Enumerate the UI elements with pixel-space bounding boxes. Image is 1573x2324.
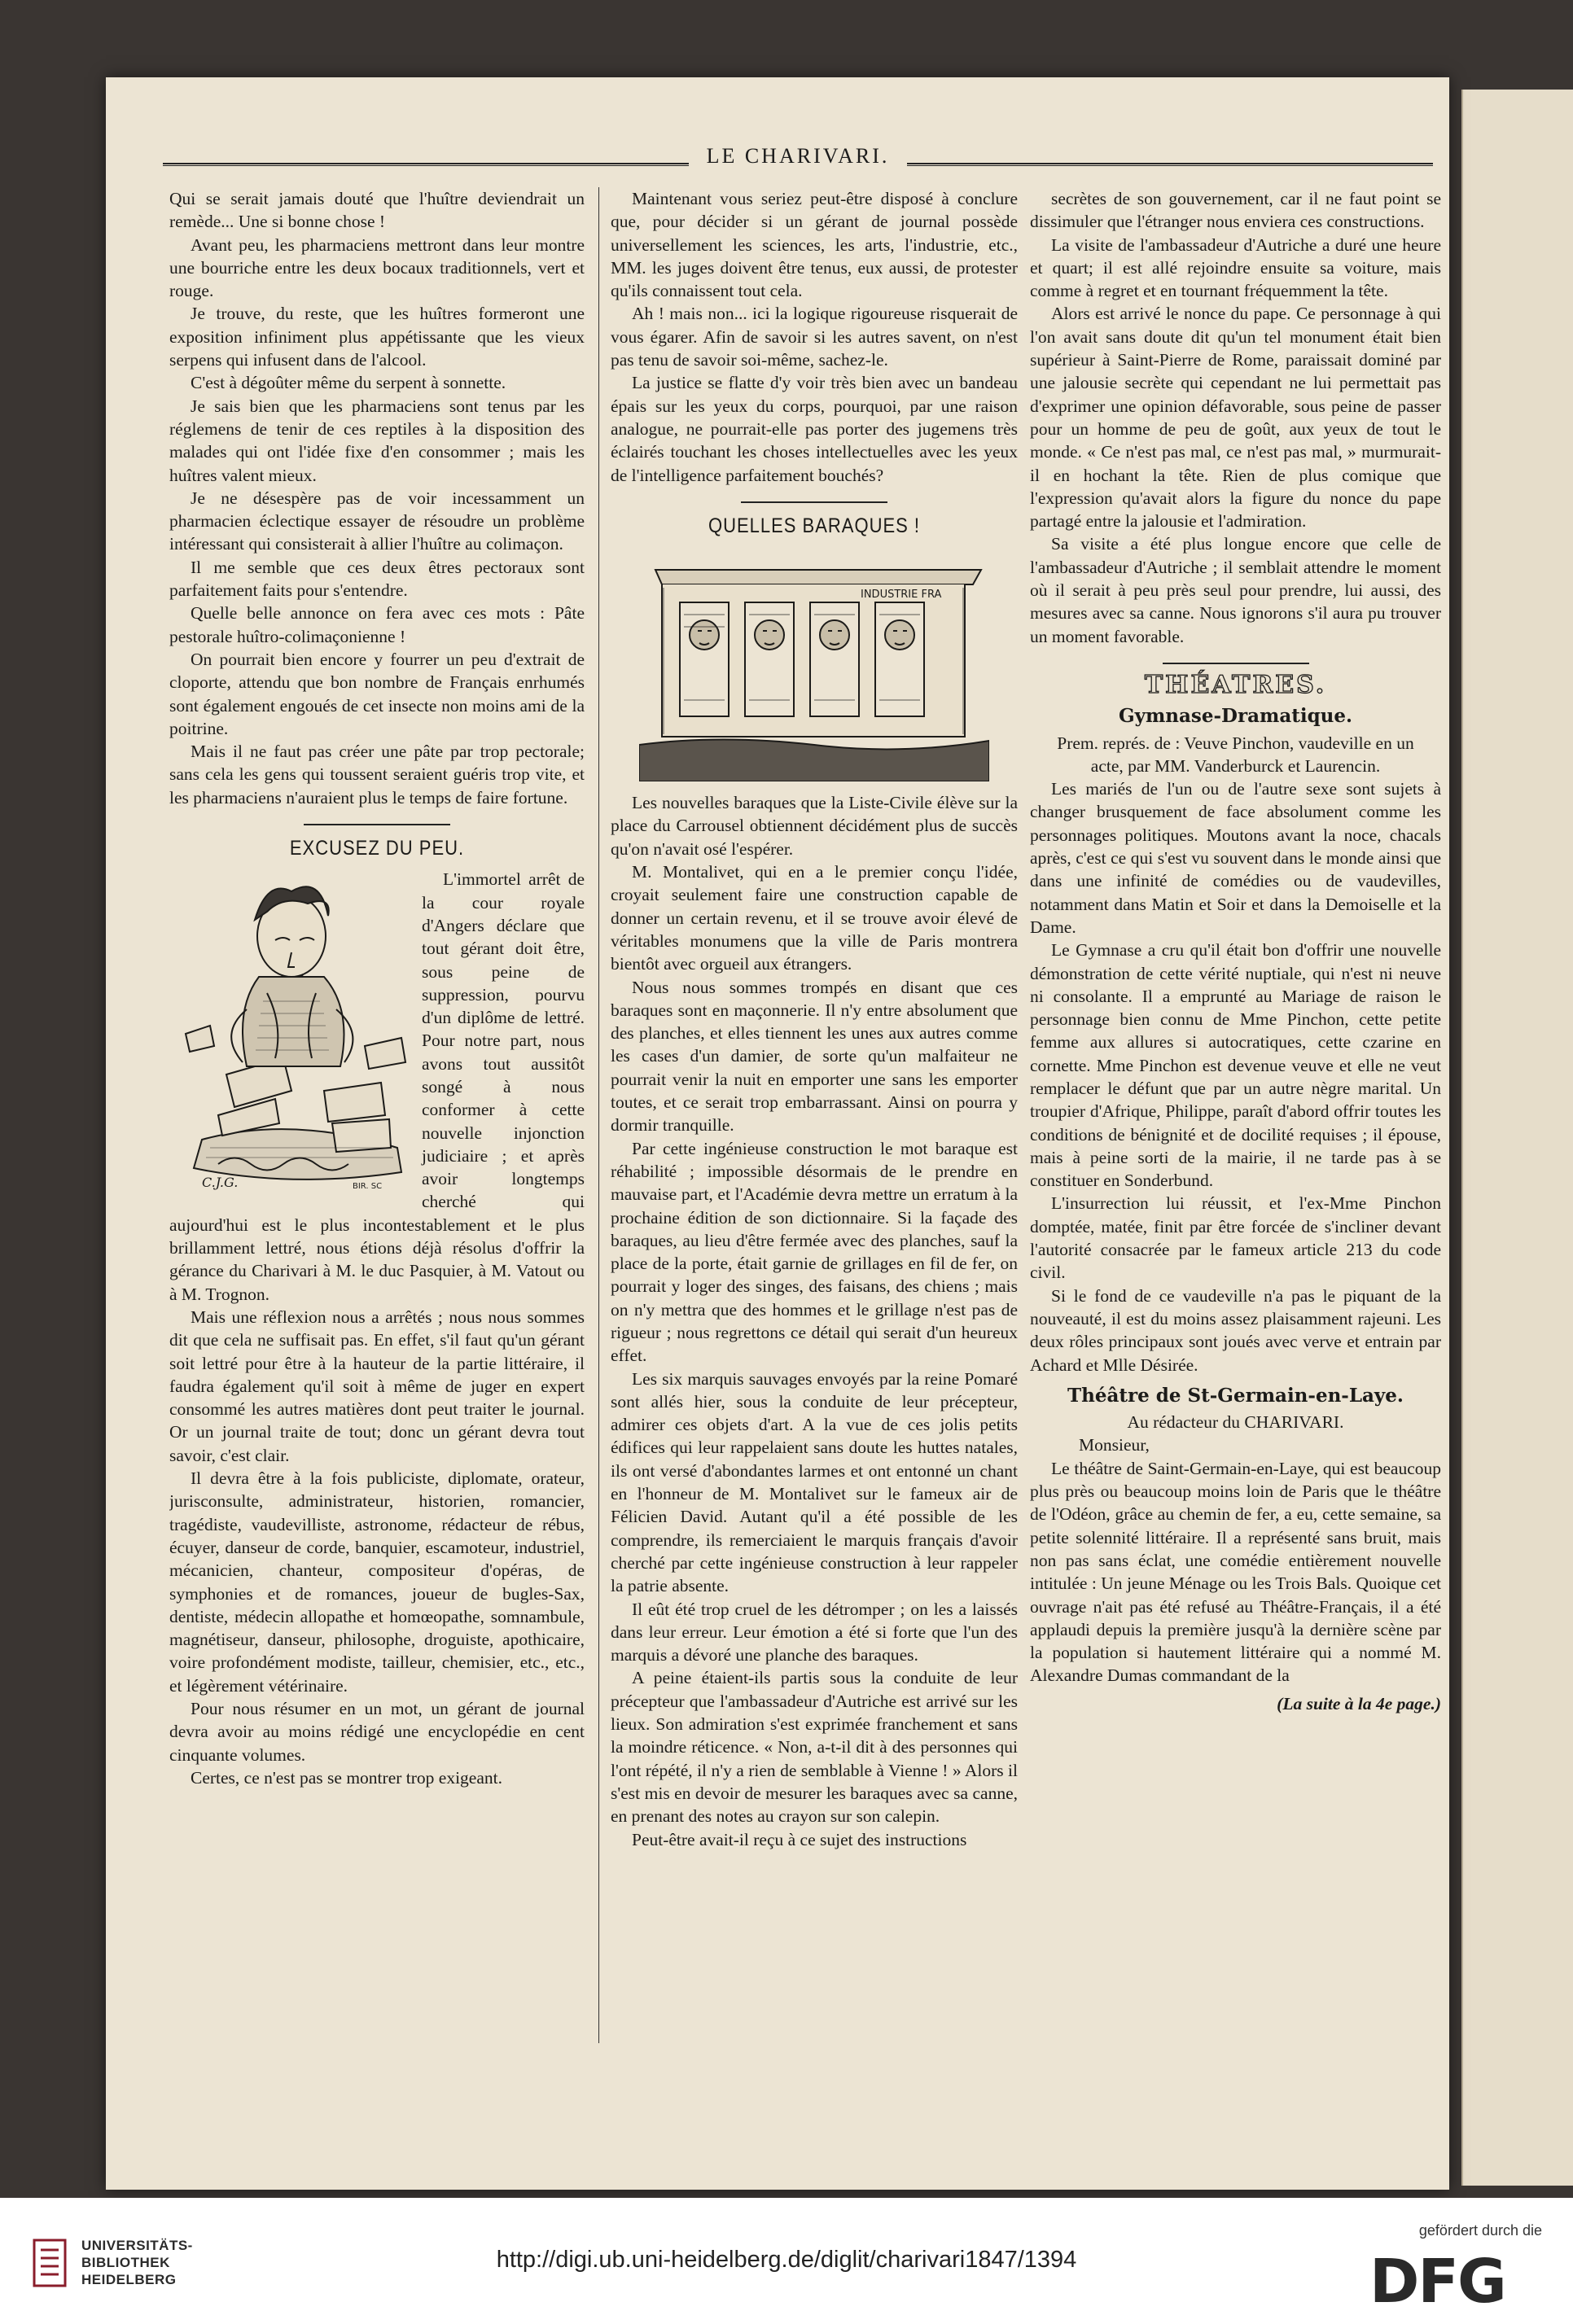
engraving-baraques-figure xyxy=(639,545,989,781)
article-paragraph: Mais une réflexion nous a arrêtés ; nous nous sommes dit que cela ne suffisait pas. En effet, s'il faut qu'un gérant soit lettré pour être à la hauteur de la partie littéraire, il faudra également qu'il soit à même de juger en expert consommé les autres matières dont peut traiter le journal. Or un journal traite de tout; donc un gérant devra tout savoir, c'est clair. xyxy=(169,1306,585,1465)
article-paragraph: Avant peu, les pharmaciens mettront dans leur montre une bourriche entre les deux bocaux traditionnels, vert et rouge. xyxy=(169,234,585,301)
column-3-paragraphs-top xyxy=(1030,187,1441,648)
article-paragraph: Nous nous sommes trompés en disant que ces baraques sont en maçonnerie. Il n'y entre absolument que des planches, et elles tiennent les unes aux autres comme les cases d'un damier, de sorte qu'un malfaiteur ne pourrait venir la nuit en emporter une sans les emporter toutes, et ce serait trop embarrassant. Ainsi on pourra y dormir tranquille. xyxy=(611,977,1018,1136)
section-title-theatres: THÉATRES. xyxy=(1144,670,1327,699)
article-paragraph: Mais il ne faut pas créer une pâte par trop pectorale; sans cela les gens qui toussent seraient guéris trop vite, et les pharmaciens n'auraient plus le temps de faire fortune. xyxy=(169,742,585,807)
article-paragraph: Il eût été trop cruel de les détromper ; on les a laissés dans leur erreur. Leur émotion a été si forte que l'un des marquis a dévoré une planche des baraques. xyxy=(611,1599,1018,1665)
article-paragraph: On pourrait bien encore y fourrer un peu d'extrait de cloporte, attendu que bon nombre de Français enrhumés sont également engoués de cet insecte non moins ami de la poitrine. xyxy=(169,649,585,738)
column-3 xyxy=(1030,187,1441,2141)
section-title-excusez: EXCUSEZ DU PEU. xyxy=(289,836,465,860)
column-2-paragraphs-bottom xyxy=(611,791,1018,1851)
funding-note: gefördert durch die xyxy=(1418,2222,1542,2239)
article-paragraph: Je sais bien que les pharmaciens sont tenus par les réglemens de tenir de ces reptiles à la disposition des malades qui ont l'idée fixe d'en consommer ; mais les huîtres valent mieux. xyxy=(169,396,585,485)
page-header xyxy=(163,141,1433,173)
article-paragraph: Sa visite a été plus longue encore que celle de l'ambassadeur d'Autriche ; il semblait attendre le moment où il serait à peu près seul pour prendre, lui aussi, des mesures avec sa canne. Nous ignorons s'il aura pu trouver un moment favorable. xyxy=(1030,534,1441,646)
article-paragraph: Je ne désespère pas de voir incessamment un pharmacien éclectique essayer de résoudre un problème intéressant qui consisterait à allier l'huître au colimaçon. xyxy=(169,488,585,554)
article-paragraph: La justice se flatte d'y voir très bien avec un bandeau épais sur les yeux du corps, pourquoi, par une raison analogue, ne pourrait-elle pas porter des jugemens très éclairés touchant les choses intellectuelles avec les yeux de l'intelligence parfaitement bouchés? xyxy=(611,373,1018,485)
column-3-paragraphs-middle xyxy=(1030,777,1441,1376)
article-paragraph: Qui se serait jamais douté que l'huître deviendrait un remède... Une si bonne chose ! xyxy=(169,189,585,232)
section-divider xyxy=(741,501,887,503)
adjacent-page-edge xyxy=(1461,90,1573,2186)
column-3-paragraphs-bottom xyxy=(1030,1457,1441,1687)
engraver-mark: BIR. SC xyxy=(353,1182,383,1192)
subsection-title-stgermain: Théâtre de St-Germain-en-Laye. xyxy=(1067,1384,1404,1407)
article-paragraph: secrètes de son gouvernement, car il ne faut point se dissimuler que l'étranger nous enviera ces constructions. xyxy=(1030,189,1441,232)
article-paragraph: La visite de l'ambassadeur d'Autriche a duré une heure et quart; il est allé rejoindre ensuite sa voiture, mais comme à regret et en tournant fréquemment la tête. xyxy=(1030,234,1441,301)
article-paragraph: M. Montalivet, qui en a le premier conçu l'idée, croyait seulement faire une construction capable de donner un certain revenu, et il se trouve avoir élevé de véritables monumens que la ville de Paris montrera bientôt avec orgueil aux étrangers. xyxy=(611,862,1018,974)
section-title-baraques: QUELLES BARAQUES ! xyxy=(708,513,921,537)
article-paragraph: Si le fond de ce vaudeville n'a pas le piquant de la nouveauté, il est du moins assez plaisamment rajeuni. Les deux rôles principaux sont joués avec verve et entrain par Achard et Mlle Désirée. xyxy=(1030,1285,1441,1375)
uni-line-1: UNIVERSITÄTS- xyxy=(81,2238,193,2253)
article-paragraph: Je trouve, du reste, que les huîtres formeront une exposition infiniment plus appétissante que les vieux serpens qui infusent dans de l'alcool. xyxy=(169,304,585,370)
masthead-title: LE CHARIVARI. xyxy=(689,144,908,169)
article-paragraph: Les mariés de l'un ou de l'autre sexe sont sujets à changer brusquement de face absolument comme les personnages politiques. Moutons avant la noce, chacals après, c'est ce qui s'est vu souvent dans le monde ainsi que dans une infinité de comédies ou de vaudevilles, notamment dans Matin et Soir et dans la Demoiselle et la Dame. xyxy=(1030,779,1441,937)
column-2-paragraphs-top xyxy=(611,187,1018,487)
article-paragraph: Maintenant vous seriez peut-être disposé à conclure que, pour décider si un gérant de journal possède universellement les sciences, les arts, l'industrie, etc., MM. les juges doivent être tenus, eux aussi, de protester qu'ils connaissent tout cela. xyxy=(611,189,1018,301)
article-paragraph: Par cette ingénieuse construction le mot baraque est réhabilité ; impossible désormais de le prendre en mauvaise part, et l'Académie devra mettre un erratum à la prochaine édition de son dictionnaire. Si la façade des baraques, au lieu d'être fermée avec des planches, sauf la place de la porte, était garnie de grillages en fil de fer, on pourrait y loger des singes, des faisans, des chiens ; mais on n'y mettra que des hommes et le grillage n'est pas de rigueur ; nous regrettons ce détail qui serait d'un heureux effet. xyxy=(611,1138,1018,1366)
article-paragraph: Il me semble que ces deux êtres pectoraux sont parfaitement faits pour s'entendre. xyxy=(169,557,585,601)
article-excusez xyxy=(169,868,585,1789)
article-paragraph: Quelle belle annonce on fera avec ces mots : Pâte pestorale huîtro-colimaçonienne ! xyxy=(169,603,585,646)
section-divider xyxy=(304,824,450,825)
section-divider xyxy=(1163,663,1309,664)
premiere-line-2: acte, par MM. Vanderburck et Laurencin. xyxy=(1090,755,1381,776)
uni-line-2: BIBLIOTHEK xyxy=(81,2255,170,2270)
uni-line-3: HEIDELBERG xyxy=(81,2272,177,2287)
article-paragraph: Le Gymnase a cru qu'il était bon d'offrir une nouvelle démonstration de cette vérité nuptiale, qui n'est ni neuve ni consolante. Il a emprunté au Mariage de raison le personnage bien connu de Mme Pinchon, cette petite femme aux allures si autocratiques, cette czarine en cornette. Mme Pinchon est devenue veuve et elle ne veut remplacer le défunt que par un autre nègre marital. Un troupier d'Afrique, Philippe, paraît d'abord offrir toutes les conditions de bénignité et de docilité requises ; il épouse, mais à peine sorti de la mairie, il ne tarde pas à se constituer en Sonderbund. xyxy=(1030,940,1441,1191)
dfg-logo-icon xyxy=(1369,2250,1540,2309)
engraving-scholar-figure xyxy=(169,871,414,1193)
article-paragraph: Alors est arrivé le nonce du pape. Ce personnage à qui l'on avait sans doute dit qu'un tel monument était bien supérieur à Saint-Pierre de Rome, paraissait dominé par une jalousie secrète qui cependant ne lui permettait pas d'exprimer une opinion défavorable, sous peine de passer pour un homme de peu de goût, aux yeux de tout le monde. « Ce n'est pas mal, ce n'est pas mal, » murmurait-il en hochant la tête. Rien de plus comique que l'expression qu'avait alors la figure du nonce du pape partagé entre la jalousie et l'admiration. xyxy=(1030,304,1441,532)
article-paragraph: Certes, ce n'est pas se montrer trop exigeant. xyxy=(191,1767,502,1788)
article-paragraph: L'immortel arrêt de la cour royale d'Angers déclare que tout gérant doit être, sous peine de suppression, pourvu d'un diplôme de lettré. Pour notre part, nous avons tout aussitôt songé à nous conformer à cette nouvelle injonction judiciaire ; et après avoir longtemps cherché qui aujourd'hui est le plus incontestablement et le plus brillamment lettré, nous étions déjà résolus d'offrir la gérance du Charivari à M. le duc Pasquier, à M. Vatout ou à M. Trognon. xyxy=(169,869,585,1304)
article-paragraph: Ah ! mais non... ici la logique rigoureuse risquerait de vous égarer. Afin de savoir si les autres savent, on n'est pas tenu de savoir soi-même, sachez-le. xyxy=(611,304,1018,370)
article-paragraph: Peut-être avait-il reçu à ce sujet des instructions xyxy=(632,1829,967,1849)
continuation-note: (La suite à la 4e page.) xyxy=(1277,1693,1441,1713)
article-paragraph: Pour nous résumer en un mot, un gérant de journal devra avoir au moins rédigé une encyclopédie en cent cinquante volumes. xyxy=(169,1699,585,1765)
article-paragraph: Les nouvelles baraques que la Liste-Civile élève sur la place du Carrousel obtiennent décidément plus de succès qu'on n'avait osé l'espérer. xyxy=(611,793,1018,859)
viewer-footer xyxy=(0,2198,1573,2324)
article-paragraph: A peine étaient-ils partis sous la conduite de leur précepteur que l'ambassadeur d'Autriche est arrivé sur les lieux. Son admiration s'est exprimée franchement et sans la moindre réticence. « Non, a-t-il dit à des personnes qui l'ont répété, il n'y a rien de semblable à Vienne ! » Alors il s'est mis en devoir de mesurer les baraques avec sa canne, en prenant des notes au crayon sur son calepin. xyxy=(611,1668,1018,1827)
premiere-line-1: Prem. représ. de : Veuve Pinchon, vaudeville en un xyxy=(1057,733,1414,753)
baraques-sign-text: INDUSTRIE FRA xyxy=(861,589,942,602)
subsection-title-gymnase: Gymnase-Dramatique. xyxy=(1118,705,1353,728)
engraving-signature: C.J.G. xyxy=(202,1175,239,1191)
article-paragraph: C'est à dégoûter même du serpent à sonnette. xyxy=(191,373,506,393)
letter-address: Au rédacteur du CHARIVARI. xyxy=(1127,1412,1344,1433)
article-paragraph: Le théâtre de Saint-Germain-en-Laye, qui est beaucoup plus près ou beaucoup moins loin de Paris que le théâtre de l'Odéon, grâce au chemin de fer, a eu, cette semaine, sa petite solennité littéraire. Il a représenté sans bruit, mais non pas sans éclat, une comédie entièrement nouvelle intitulée : Un jeune Ménage ou les Trois Bals. Quoique cet ouvrage n'ait pas été refusé au Théâtre-Français, il a été applaudi depuis la première jusqu'à la dernière scène par la population si hautement littéraire qui a nommé M. Alexandre Dumas commandant de la xyxy=(1030,1458,1441,1686)
newspaper-page xyxy=(106,77,1449,2190)
article-paragraph: Les six marquis sauvages envoyés par la reine Pomaré sont allés hier, sous la conduite de leur précepteur, admirer ces objets d'art. A la vue de ces jolis petits édifices qui leur rappelaient sans doute les huttes natales, ils ont versé d'abondantes larmes et ont entonné un chant en l'honneur de M. Montalivet sur le fameux air de Félicien David. Autant qu'il a été possible de les comprendre, ils remerciaient le marquis français d'avoir cherché par cette ingénieuse construction à leur rappeler la patrie absente. xyxy=(611,1368,1018,1596)
letter-salutation: Monsieur, xyxy=(1079,1435,1150,1455)
dfg-logo-text: DFG xyxy=(1369,2250,1505,2309)
source-url-link[interactable]: http://digi.ub.uni-heidelberg.de/diglit/charivari1847/1394 xyxy=(496,2247,1077,2273)
article-paragraph: L'insurrection lui réussit, et l'ex-Mme Pinchon domptée, matée, finit par être forcée de s'incliner devant l'autorité consacrée par le fameux article 213 du code civil. xyxy=(1030,1193,1441,1283)
column-1 xyxy=(169,187,585,2141)
article-paragraph: Il devra être à la fois publiciste, diplomate, orateur, jurisconsulte, administrateur, historien, romancier, tragédiste, vaudevilliste, astronome, rédacteur de rébus, écuyer, danseur de corde, banquier, escamoteur, industriel, mécanicien, chanteur, compositeur d'opéras, de symphonies et de romances, joueur de bugles-Sax, dentiste, médecin allopathe et homœopathe, somnambule, magnétiseur, danseur, philosophe, droguiste, apothicaire, voire profondément modiste, tailleur, chemisier, etc., etc., et légèrement vétérinaire. xyxy=(169,1468,585,1696)
column-1-paragraphs-top xyxy=(169,187,585,809)
column-2 xyxy=(598,187,1018,2043)
